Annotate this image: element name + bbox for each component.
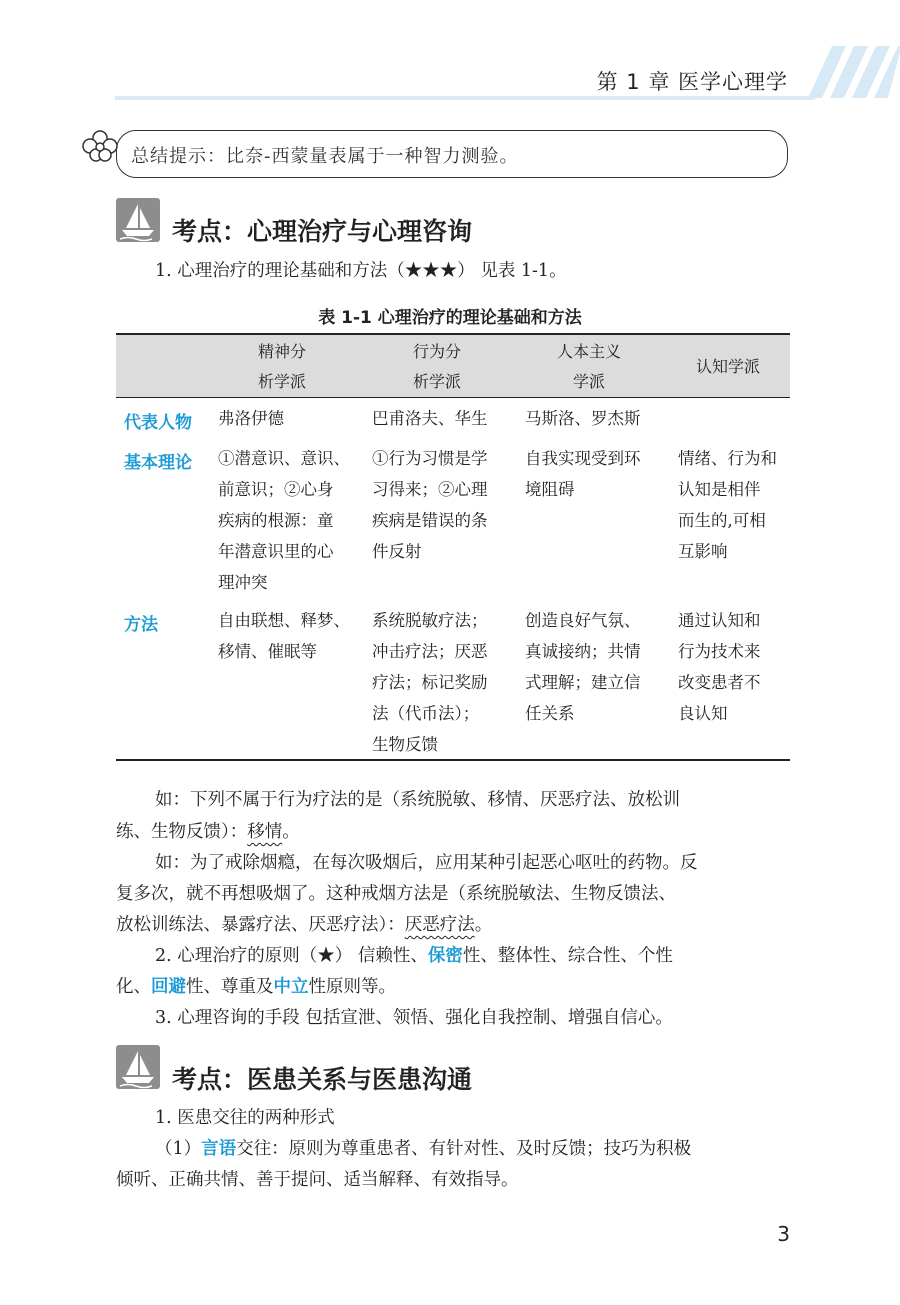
table-cell: 自我实现受到环 境阻碍: [525, 449, 641, 499]
example-1-answer: 移情: [247, 822, 283, 842]
row-label-representatives: 代表人物: [124, 413, 192, 433]
sub-item-1-line-1: （1）言语交往：原则为尊重患者、有针对性、及时反馈；技巧为积极: [155, 1139, 692, 1159]
table-cell: ①潜意识、意识、 前意识；②心身 疾病的根源：童 年潜意识里的心 理冲突: [218, 449, 350, 592]
item-2-principles-line-1: 2. 心理治疗的原则（★） 信赖性、保密性、整体性、综合性、个性: [155, 946, 673, 966]
example-2-line-2: 复多次，就不再想吸烟了。这种戒烟方法是（系统脱敏法、生物反馈法、: [116, 884, 676, 904]
header-rule: [115, 96, 815, 100]
highlight-neutrality: 中立: [273, 977, 309, 997]
highlight-avoidance: 回避: [151, 977, 186, 997]
example-2-answer: 厌恶疗法: [404, 915, 475, 935]
table-cell: 系统脱敏疗法； 冲击疗法；厌恶 疗法；标记奖励 法（代币法）； 生物反馈: [372, 611, 488, 754]
table-cell: 自由联想、释梦、 移情、催眠等: [218, 611, 350, 661]
sub-item-1-line-2: 倾听、正确共情、善于提问、适当解释、有效指导。: [116, 1170, 519, 1190]
example-1-line-2: 练、生物反馈）：移情。: [116, 822, 300, 842]
row-label-methods: 方法: [124, 615, 158, 635]
summary-tip-box: [116, 130, 788, 178]
table-cell: 创造良好气氛、 真诚接纳；共情 式理解；建立信 任关系: [525, 611, 641, 723]
column-header: 行为分 析学派: [412, 342, 461, 391]
header-stripes-decoration: [788, 46, 900, 98]
highlight-verbal: 言语: [201, 1139, 237, 1159]
column-header: 精神分 析学派: [257, 342, 306, 391]
section-title-psychotherapy: 考点：心理治疗与心理咨询: [172, 217, 473, 246]
column-header: 人本主义 学派: [556, 342, 621, 391]
table-cell: ①行为习惯是学 习得来；②心理 疾病是错误的条 件反射: [372, 449, 488, 561]
table-cell: 情绪、行为和 认知是相伴 而生的,可相 互影响: [678, 449, 777, 561]
example-2-line-1: 如：为了戒除烟瘾，在每次吸烟后，应用某种引起恶心呕吐的药物。反: [155, 853, 698, 873]
column-header: 认知学派: [695, 357, 760, 376]
table-header-rule: [116, 397, 790, 398]
table-caption: 表 1-1 心理治疗的理论基础和方法: [318, 308, 582, 328]
item-1-interaction-forms: 1. 医患交往的两种形式: [155, 1108, 335, 1128]
sailboat-icon: [116, 198, 160, 242]
item-1-psychotherapy-basis: 1. 心理治疗的理论基础和方法（★★★） 见表 1-1。: [155, 261, 567, 281]
item-3-counseling-means: 3. 心理咨询的手段 包括宣泄、领悟、强化自我控制、增强自信心。: [155, 1008, 673, 1028]
summary-tip-text: 总结提示：比奈-西蒙量表属于一种智力测验。: [131, 146, 519, 167]
table-cell: 通过认知和 行为技术来 改变患者不 良认知: [678, 611, 761, 723]
row-label-basic-theory: 基本理论: [124, 453, 192, 473]
sailboat-icon: [116, 1045, 160, 1089]
table-cell: 巴甫洛夫、华生: [372, 409, 488, 428]
example-1-line-1: 如：下列不属于行为疗法的是（系统脱敏、移情、厌恶疗法、放松训: [155, 790, 680, 810]
example-2-line-3: 放松训练法、暴露疗法、厌恶疗法）：厌恶疗法。: [116, 915, 493, 935]
page-number: 3: [777, 1222, 790, 1246]
highlight-confidentiality: 保密: [427, 946, 463, 966]
table-cell: 弗洛伊德: [218, 409, 284, 428]
clover-icon: [80, 128, 120, 164]
table-cell: 马斯洛、罗杰斯: [525, 409, 641, 428]
section-title-doctor-patient: 考点：医患关系与医患沟通: [172, 1065, 473, 1094]
chapter-title: 第 1 章 医学心理学: [596, 70, 788, 94]
item-2-principles-line-2: 化、回避性、尊重及中立性原则等。: [116, 977, 396, 997]
